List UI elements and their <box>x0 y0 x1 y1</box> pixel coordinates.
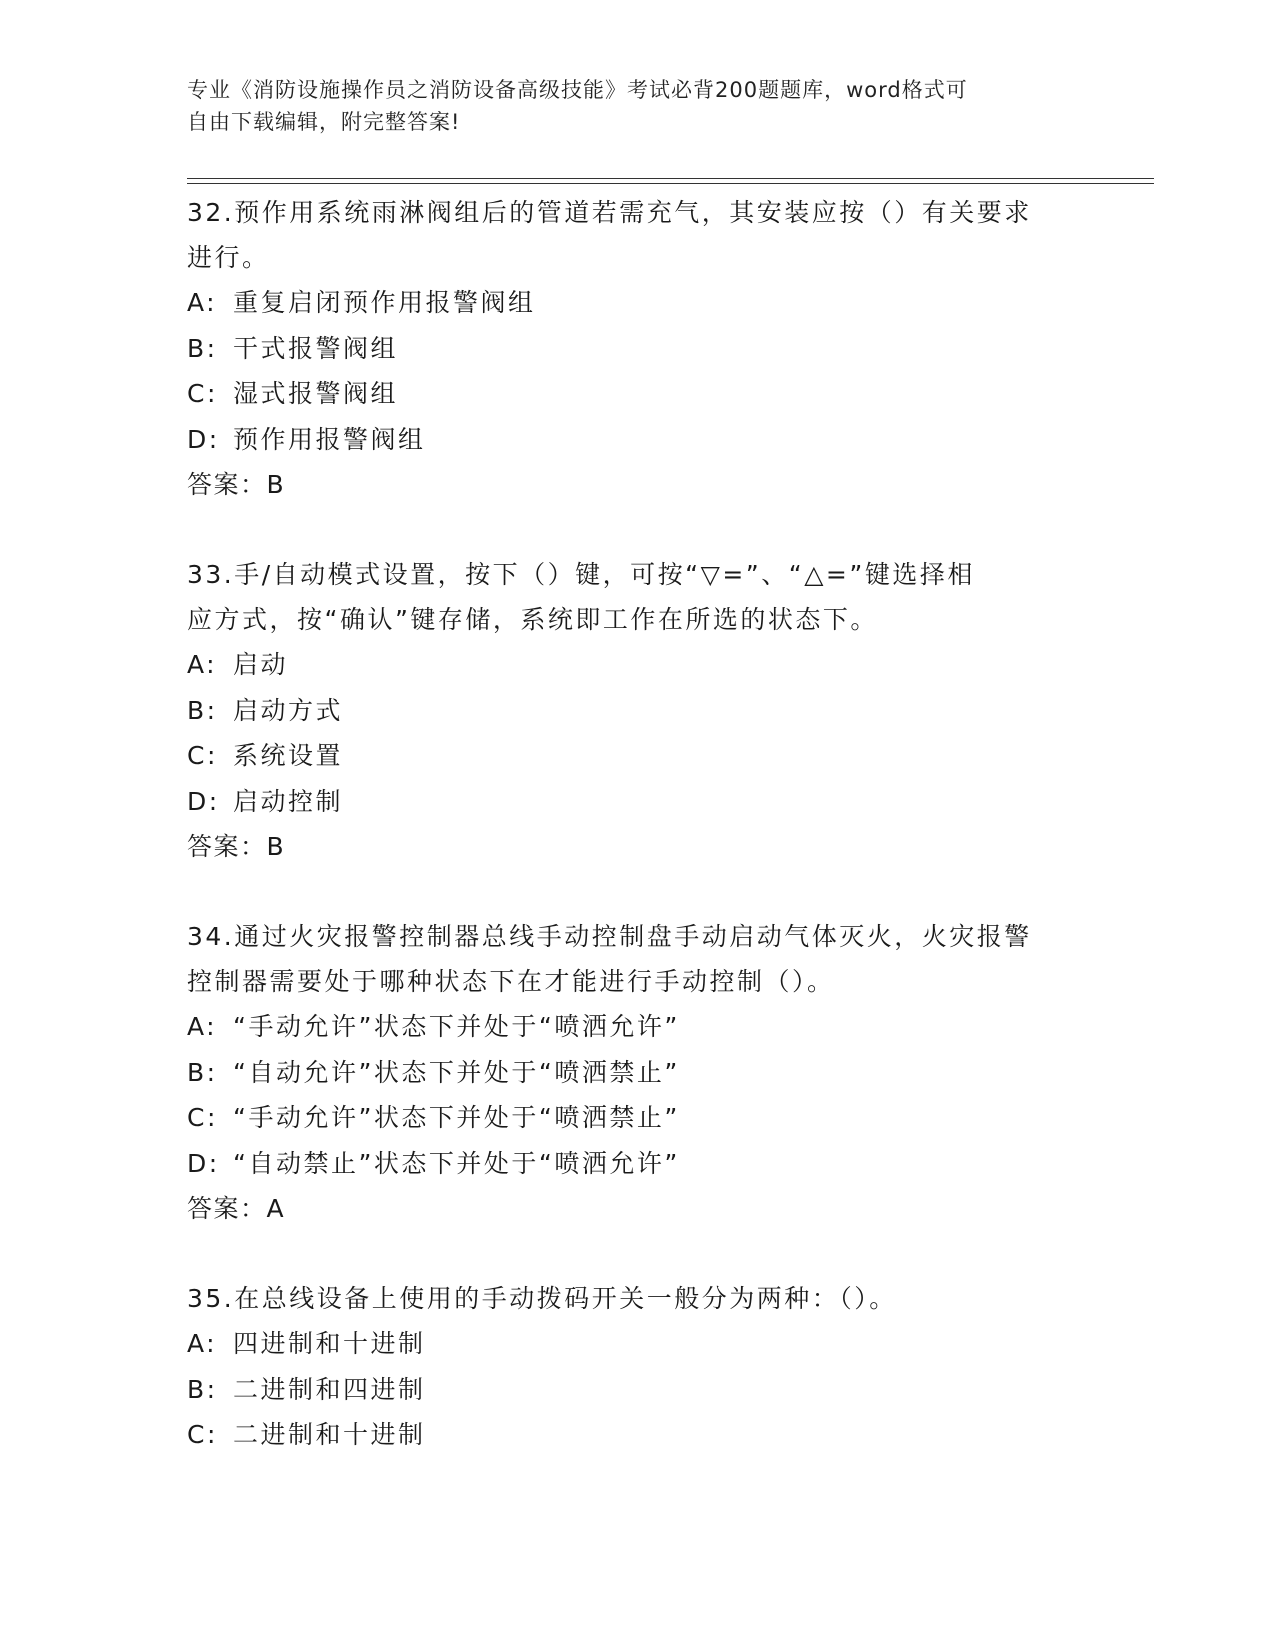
header-line-1: 专业《消防设施操作员之消防设备高级技能》考试必背200题题库，word格式可 <box>187 78 968 102</box>
option-c <box>187 1095 1087 1141</box>
option-key: B: <box>187 695 218 725</box>
option-text: 启动控制 <box>233 786 344 816</box>
option-key: C: <box>187 1420 218 1449</box>
option-b <box>187 1367 1087 1413</box>
option-text: 湿式报警阀组 <box>233 379 399 408</box>
option-key: C: <box>187 379 218 408</box>
header-line-2: 自由下载编辑，附完整答案! <box>187 110 461 134</box>
question-stem-line: 32.预作用系统雨淋阀组后的管道若需充气，其安装应按（）有关要求 <box>187 198 1032 227</box>
question-stem <box>187 552 1087 642</box>
option-key: A: <box>187 650 218 679</box>
option-text: “自动允许”状态下并处于“喷洒禁止” <box>233 1057 680 1087</box>
option-a <box>187 280 1087 326</box>
header-divider-bottom <box>187 183 1154 184</box>
option-d <box>187 417 1087 463</box>
question-34 <box>187 914 1087 1231</box>
option-c <box>187 733 1087 779</box>
option-key: C: <box>187 1103 218 1132</box>
option-text: 重复启闭预作用报警阀组 <box>233 288 536 317</box>
option-text: “手动允许”状态下并处于“喷洒禁止” <box>233 1103 680 1132</box>
header-divider-top <box>187 178 1154 179</box>
option-b <box>187 326 1087 372</box>
option-key: A: <box>187 288 218 317</box>
question-stem-line: 34.通过火灾报警控制器总线手动控制盘手动启动气体灭火，火灾报警 <box>187 922 1032 951</box>
question-32 <box>187 190 1087 507</box>
option-key: B: <box>187 1057 218 1087</box>
option-text: 二进制和四进制 <box>233 1374 426 1404</box>
question-stem <box>187 914 1087 1004</box>
option-key: C: <box>187 741 218 770</box>
question-stem <box>187 190 1087 280</box>
option-a <box>187 642 1087 688</box>
question-stem <box>187 1276 1087 1321</box>
option-text: “自动禁止”状态下并处于“喷洒允许” <box>233 1148 680 1178</box>
question-spacer <box>187 1231 1087 1276</box>
option-key: D: <box>187 1148 220 1178</box>
option-text: 启动方式 <box>233 695 344 725</box>
question-stem-line: 进行。 <box>187 243 270 272</box>
option-b <box>187 1050 1087 1096</box>
question-stem-line: 35.在总线设备上使用的手动拨码开关一般分为两种：（）。 <box>187 1284 897 1313</box>
question-35 <box>187 1276 1087 1458</box>
question-list <box>187 190 1087 1458</box>
option-text: 四进制和十进制 <box>233 1329 426 1358</box>
answer-line: 答案：B <box>187 832 286 861</box>
option-b <box>187 688 1087 734</box>
option-key: B: <box>187 1374 218 1404</box>
option-key: A: <box>187 1012 218 1041</box>
option-key: D: <box>187 786 220 816</box>
question-spacer <box>187 507 1087 552</box>
option-text: 干式报警阀组 <box>233 333 399 363</box>
answer-line: 答案：B <box>187 470 286 499</box>
answer-line: 答案：A <box>187 1194 286 1223</box>
option-text: 预作用报警阀组 <box>233 424 426 454</box>
option-key: B: <box>187 333 218 363</box>
option-d <box>187 779 1087 825</box>
document-header <box>187 74 1067 138</box>
question-spacer <box>187 869 1087 914</box>
option-text: “手动允许”状态下并处于“喷洒允许” <box>233 1012 680 1041</box>
option-c <box>187 1412 1087 1458</box>
question-33 <box>187 552 1087 869</box>
question-stem-line: 控制器需要处于哪种状态下在才能进行手动控制（）。 <box>187 967 835 996</box>
option-a <box>187 1321 1087 1367</box>
option-a <box>187 1004 1087 1050</box>
option-text: 二进制和十进制 <box>233 1420 426 1449</box>
question-stem-line: 33.手/自动模式设置，按下（）键，可按“▽=”、“△=”键选择相 <box>187 560 975 589</box>
option-text: 系统设置 <box>233 741 344 770</box>
option-text: 启动 <box>233 650 289 679</box>
option-key: D: <box>187 424 220 454</box>
option-d <box>187 1141 1087 1187</box>
option-c <box>187 371 1087 417</box>
question-stem-line: 应方式，按“确认”键存储，系统即工作在所选的状态下。 <box>187 605 878 634</box>
option-key: A: <box>187 1329 218 1358</box>
